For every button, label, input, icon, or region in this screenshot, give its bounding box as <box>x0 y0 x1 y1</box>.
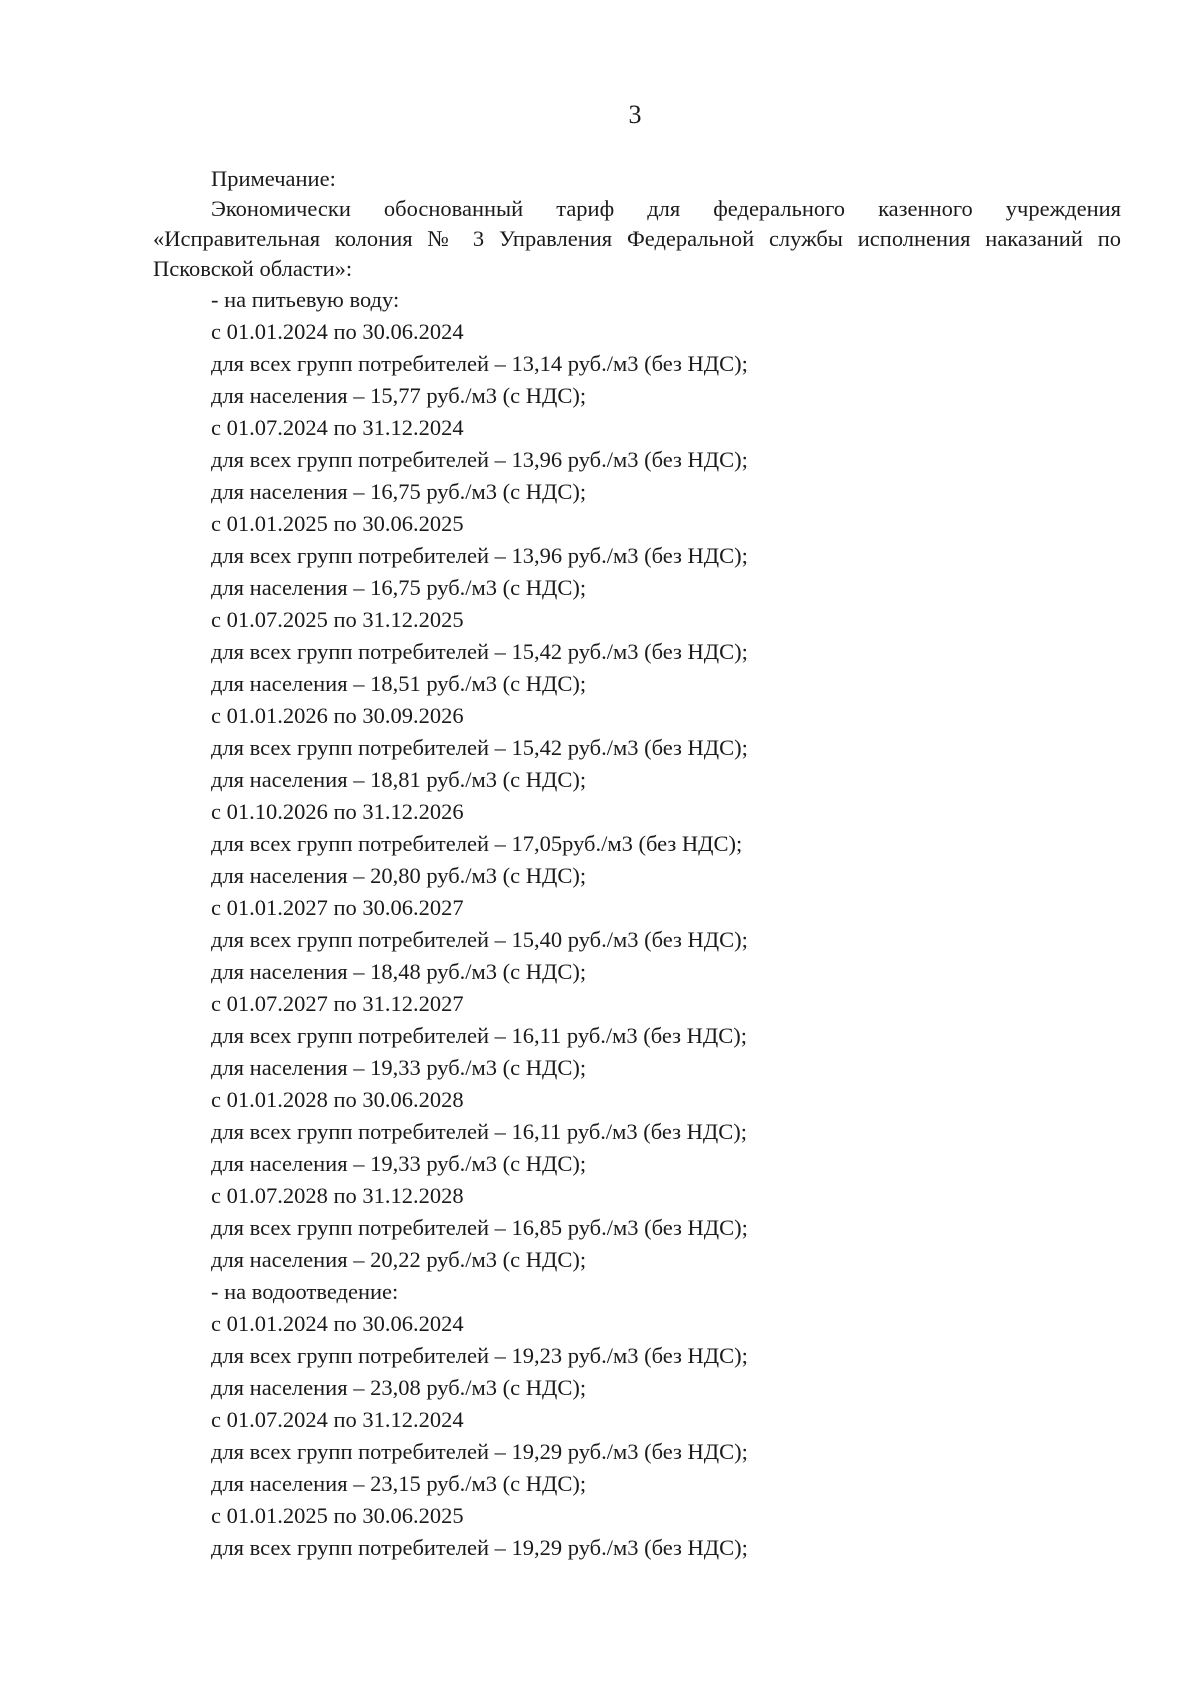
list-item: для всех групп потребителей – 15,42 руб./м3 (без НДС); <box>211 639 748 664</box>
list-item: для населения – 18,48 руб./м3 (с НДС); <box>211 959 587 984</box>
list-item: для населения – 16,75 руб./м3 (с НДС); <box>211 575 587 600</box>
list-item: для всех групп потребителей – 15,40 руб./м3 (без НДС); <box>211 927 748 952</box>
list-item: с 01.01.2027 по 30.06.2027 <box>211 895 464 920</box>
list-item: для всех групп потребителей – 16,85 руб./м3 (без НДС); <box>211 1215 748 1240</box>
list-item: с 01.07.2024 по 31.12.2024 <box>211 1407 464 1432</box>
note-section <box>153 164 1121 1564</box>
intro-line-2: «Исправительная колония № 3 Управления Федеральной службы исполнения наказаний по <box>153 226 1121 251</box>
list-item: с 01.01.2028 по 30.06.2028 <box>211 1087 464 1112</box>
list-item: - на питьевую воду: <box>211 287 400 312</box>
list-item: с 01.07.2024 по 31.12.2024 <box>211 415 464 440</box>
intro-line-3: Псковской области»: <box>153 256 353 281</box>
list-item: для населения – 23,15 руб./м3 (с НДС); <box>211 1471 587 1496</box>
list-item: для всех групп потребителей – 16,11 руб./м3 (без НДС); <box>211 1119 748 1144</box>
list-item: для всех групп потребителей – 19,23 руб./м3 (без НДС); <box>211 1343 748 1368</box>
list-item: для населения – 18,51 руб./м3 (с НДС); <box>211 671 587 696</box>
list-item: с 01.01.2025 по 30.06.2025 <box>211 511 464 536</box>
list-item: для населения – 18,81 руб./м3 (с НДС); <box>211 767 587 792</box>
list-item: для всех групп потребителей – 13,96 руб./м3 (без НДС); <box>211 447 748 472</box>
list-item: для всех групп потребителей – 16,11 руб./м3 (без НДС); <box>211 1023 748 1048</box>
list-item: для всех групп потребителей – 13,96 руб./м3 (без НДС); <box>211 543 748 568</box>
list-item: для всех групп потребителей – 17,05руб./м3 (без НДС); <box>211 831 743 856</box>
list-item: - на водоотведение: <box>211 1279 399 1304</box>
list-item: для населения – 23,08 руб./м3 (с НДС); <box>211 1375 587 1400</box>
list-item: для всех групп потребителей – 19,29 руб./м3 (без НДС); <box>211 1439 748 1464</box>
list-item: с 01.07.2027 по 31.12.2027 <box>211 991 464 1016</box>
list-item: для населения – 16,75 руб./м3 (с НДС); <box>211 479 587 504</box>
list-item: с 01.07.2028 по 31.12.2028 <box>211 1183 464 1208</box>
list-item: для населения – 20,22 руб./м3 (с НДС); <box>211 1247 587 1272</box>
page-number: 3 <box>628 100 642 129</box>
note-label: Примечание: <box>211 166 336 191</box>
list-item: для всех групп потребителей – 19,29 руб./м3 (без НДС); <box>211 1535 748 1560</box>
list-item: с 01.01.2024 по 30.06.2024 <box>211 319 464 344</box>
tariff-list <box>153 284 1121 1564</box>
list-item: для всех групп потребителей – 13,14 руб./м3 (без НДС); <box>211 351 748 376</box>
list-item: с 01.01.2025 по 30.06.2025 <box>211 1503 464 1528</box>
list-item: для населения – 15,77 руб./м3 (с НДС); <box>211 383 587 408</box>
list-item: с 01.01.2024 по 30.06.2024 <box>211 1311 464 1336</box>
list-item: для всех групп потребителей – 15,42 руб./м3 (без НДС); <box>211 735 748 760</box>
list-item: с 01.01.2026 по 30.09.2026 <box>211 703 464 728</box>
intro-line-1: Экономически обоснованный тариф для федерального казенного учреждения <box>211 196 1121 221</box>
list-item: для населения – 19,33 руб./м3 (с НДС); <box>211 1151 587 1176</box>
list-item: для населения – 20,80 руб./м3 (с НДС); <box>211 863 587 888</box>
list-item: с 01.07.2025 по 31.12.2025 <box>211 607 464 632</box>
list-item: для населения – 19,33 руб./м3 (с НДС); <box>211 1055 587 1080</box>
list-item: с 01.10.2026 по 31.12.2026 <box>211 799 464 824</box>
